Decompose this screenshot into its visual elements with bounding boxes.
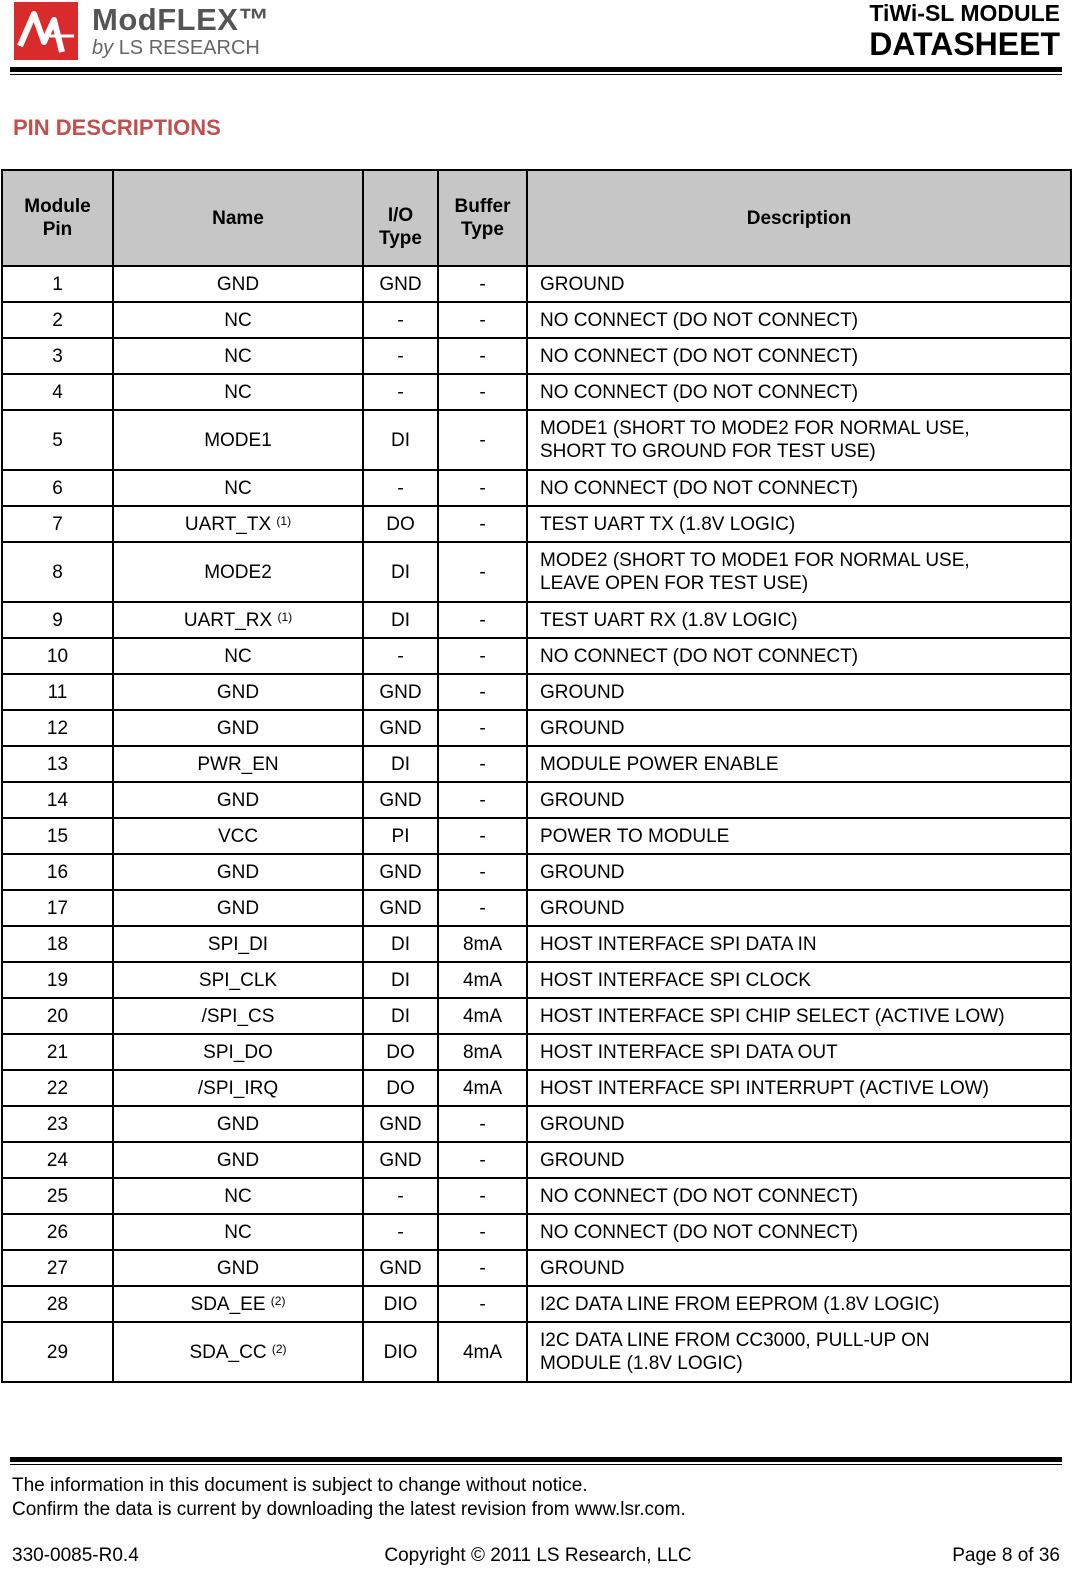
cell-name [113, 470, 363, 506]
table-row [2, 638, 1071, 674]
brand-company: LS RESEARCH [118, 37, 260, 59]
description-line-2: LEAVE OPEN FOR TEST USE) [540, 573, 809, 594]
pin-name: NC [224, 1221, 252, 1243]
table-row [2, 1286, 1071, 1322]
header-rule [10, 67, 1062, 72]
table-row [2, 1178, 1071, 1214]
cell-description [527, 998, 1071, 1034]
table-row [2, 410, 1071, 470]
description-line: NO CONNECT (DO NOT CONNECT) [540, 1221, 859, 1243]
cell-buffer-type: - [438, 1106, 527, 1142]
description-line: GROUND [540, 1113, 625, 1135]
pin-name: NC [224, 309, 252, 331]
cell-description [527, 302, 1071, 338]
description-line: NO CONNECT (DO NOT CONNECT) [540, 345, 859, 367]
cell-description [527, 674, 1071, 710]
description-line: NO CONNECT (DO NOT CONNECT) [540, 1185, 859, 1207]
cell-name [113, 638, 363, 674]
description-line: GROUND [540, 273, 625, 295]
cell-buffer-type: 4mA [438, 962, 527, 998]
cell-pin: 19 [2, 962, 113, 998]
table-row [2, 926, 1071, 962]
cell-buffer-type: - [438, 1178, 527, 1214]
footer-rule [10, 1457, 1062, 1462]
pin-name: GND [216, 1257, 260, 1279]
table-row [2, 818, 1071, 854]
pin-name: UART_RX [183, 609, 273, 631]
col-header-description: Description [527, 170, 1071, 266]
cell-description [527, 710, 1071, 746]
cell-io-type: DI [363, 962, 438, 998]
description-line: NO CONNECT (DO NOT CONNECT) [540, 645, 859, 667]
description-line: MODE2 (SHORT TO MODE1 FOR NORMAL USE, [540, 550, 970, 571]
pin-name: NC [224, 477, 252, 499]
cell-io-type: GND [363, 782, 438, 818]
description-line: HOST INTERFACE SPI INTERRUPT (ACTIVE LOW) [540, 1077, 990, 1099]
cell-description [527, 266, 1071, 302]
col-header-pin-label: Module Pin [24, 196, 91, 240]
cell-io-type: PI [363, 818, 438, 854]
table-row [2, 1142, 1071, 1178]
cell-io-type: GND [363, 266, 438, 302]
pin-name: VCC [217, 825, 259, 847]
pin-table-body [2, 266, 1071, 1382]
cell-name [113, 542, 363, 602]
footer-notice [12, 1474, 686, 1522]
table-row [2, 338, 1071, 374]
cell-name [113, 890, 363, 926]
table-row [2, 1070, 1071, 1106]
cell-buffer-type: 4mA [438, 1322, 527, 1382]
description-line: POWER TO MODULE [540, 825, 730, 847]
cell-pin: 21 [2, 1034, 113, 1070]
cell-name [113, 266, 363, 302]
table-row [2, 266, 1071, 302]
table-row [2, 998, 1071, 1034]
cell-io-type: GND [363, 710, 438, 746]
pin-name: PWR_EN [197, 753, 279, 775]
description-line: GROUND [540, 1149, 625, 1171]
cell-pin: 14 [2, 782, 113, 818]
description-line: GROUND [540, 897, 625, 919]
cell-buffer-type: - [438, 410, 527, 470]
pin-name: GND [216, 681, 260, 703]
cell-name [113, 1214, 363, 1250]
cell-io-type: DO [363, 506, 438, 542]
cell-pin: 23 [2, 1106, 113, 1142]
cell-name [113, 302, 363, 338]
col-header-pin [2, 170, 113, 266]
table-row [2, 746, 1071, 782]
description-line: GROUND [540, 681, 625, 703]
cell-buffer-type: - [438, 1214, 527, 1250]
cell-io-type: GND [363, 854, 438, 890]
table-row [2, 1034, 1071, 1070]
cell-buffer-type: - [438, 782, 527, 818]
cell-io-type: - [363, 1178, 438, 1214]
cell-pin: 4 [2, 374, 113, 410]
cell-pin: 29 [2, 1322, 113, 1382]
cell-pin: 15 [2, 818, 113, 854]
cell-io-type: DI [363, 542, 438, 602]
col-header-buffer-label: Buffer Type [454, 196, 511, 240]
cell-io-type: - [363, 638, 438, 674]
lsr-logo-icon [14, 2, 78, 60]
description-line: TEST UART RX (1.8V LOGIC) [540, 609, 798, 631]
cell-pin: 11 [2, 674, 113, 710]
table-header-row [2, 170, 1071, 266]
cell-name [113, 998, 363, 1034]
table-row [2, 782, 1071, 818]
module-name: TiWi-SL MODULE [869, 0, 1060, 26]
cell-description [527, 506, 1071, 542]
cell-description [527, 374, 1071, 410]
cell-pin: 22 [2, 1070, 113, 1106]
description-line: HOST INTERFACE SPI DATA OUT [540, 1041, 838, 1063]
pin-name: NC [224, 381, 252, 403]
footnote-ref: (1) [277, 609, 293, 624]
cell-io-type: GND [363, 1106, 438, 1142]
cell-name [113, 1070, 363, 1106]
cell-name [113, 962, 363, 998]
cell-description [527, 542, 1071, 602]
cell-pin: 13 [2, 746, 113, 782]
col-header-io-label: I/O Type [379, 205, 422, 249]
cell-pin: 10 [2, 638, 113, 674]
cell-io-type: DI [363, 998, 438, 1034]
cell-name [113, 710, 363, 746]
cell-description [527, 1106, 1071, 1142]
table-row [2, 602, 1071, 638]
brand-by: by [92, 37, 114, 59]
copyright: Copyright © 2011 LS Research, LLC [384, 1545, 692, 1566]
pin-name: SDA_EE [190, 1293, 266, 1315]
cell-name [113, 506, 363, 542]
section-title: PIN DESCRIPTIONS [13, 115, 221, 140]
description-line: NO CONNECT (DO NOT CONNECT) [540, 477, 859, 499]
cell-io-type: GND [363, 674, 438, 710]
cell-description [527, 818, 1071, 854]
pin-name: /SPI_IRQ [197, 1077, 279, 1099]
cell-io-type: GND [363, 1142, 438, 1178]
cell-pin: 1 [2, 266, 113, 302]
cell-description [527, 1286, 1071, 1322]
cell-pin: 28 [2, 1286, 113, 1322]
pin-name: NC [224, 345, 252, 367]
cell-description [527, 926, 1071, 962]
cell-name [113, 926, 363, 962]
cell-buffer-type: - [438, 854, 527, 890]
pin-name: SPI_DI [207, 933, 269, 955]
cell-buffer-type: 8mA [438, 926, 527, 962]
cell-pin: 2 [2, 302, 113, 338]
cell-description [527, 470, 1071, 506]
table-row [2, 962, 1071, 998]
col-header-name: Name [113, 170, 363, 266]
cell-description [527, 638, 1071, 674]
cell-io-type: DO [363, 1070, 438, 1106]
cell-buffer-type: - [438, 374, 527, 410]
table-row [2, 710, 1071, 746]
cell-description [527, 890, 1071, 926]
cell-name [113, 1106, 363, 1142]
cell-io-type: DI [363, 746, 438, 782]
footer-rule-thin [10, 1464, 1062, 1465]
description-line: HOST INTERFACE SPI CLOCK [540, 969, 811, 991]
description-line: MODE1 (SHORT TO MODE2 FOR NORMAL USE, [540, 418, 970, 439]
cell-description [527, 1178, 1071, 1214]
cell-buffer-type: - [438, 1250, 527, 1286]
footnote-ref: (2) [270, 1293, 286, 1308]
cell-buffer-type: - [438, 638, 527, 674]
cell-description [527, 602, 1071, 638]
cell-name [113, 374, 363, 410]
notice-line-2: Confirm the data is current by downloading the latest revision from www.lsr.com. [12, 1499, 686, 1520]
description-line-2: MODULE (1.8V LOGIC) [540, 1353, 743, 1374]
cell-description [527, 746, 1071, 782]
pin-name: GND [216, 789, 260, 811]
description-line: I2C DATA LINE FROM CC3000, PULL-UP ON [540, 1330, 930, 1351]
description-line: HOST INTERFACE SPI DATA IN [540, 933, 817, 955]
cell-name [113, 338, 363, 374]
description-line: GROUND [540, 717, 625, 739]
cell-pin: 9 [2, 602, 113, 638]
cell-name [113, 1142, 363, 1178]
cell-description [527, 410, 1071, 470]
table-row [2, 854, 1071, 890]
pin-name: SPI_CLK [198, 969, 278, 991]
table-row [2, 1214, 1071, 1250]
footnote-ref: (1) [276, 513, 292, 528]
cell-pin: 26 [2, 1214, 113, 1250]
cell-description [527, 962, 1071, 998]
pin-name: GND [216, 273, 260, 295]
cell-buffer-type: - [438, 1286, 527, 1322]
pin-name: GND [216, 717, 260, 739]
cell-pin: 5 [2, 410, 113, 470]
cell-name [113, 410, 363, 470]
doc-type: DATASHEET [869, 26, 1060, 62]
cell-name [113, 674, 363, 710]
doc-number: 330-0085-R0.4 [12, 1545, 139, 1566]
brand-name: ModFLEX™ [92, 2, 270, 37]
cell-io-type: - [363, 1214, 438, 1250]
cell-buffer-type: - [438, 818, 527, 854]
cell-buffer-type: - [438, 506, 527, 542]
cell-pin: 3 [2, 338, 113, 374]
description-line: TEST UART TX (1.8V LOGIC) [540, 513, 796, 535]
table-row [2, 542, 1071, 602]
description-line: GROUND [540, 861, 625, 883]
page-header [0, 0, 1076, 80]
cell-pin: 18 [2, 926, 113, 962]
cell-buffer-type: - [438, 266, 527, 302]
page-number: Page 8 of 36 [952, 1545, 1060, 1566]
table-row [2, 1106, 1071, 1142]
cell-buffer-type: 4mA [438, 1070, 527, 1106]
pin-name: SPI_DO [203, 1041, 273, 1063]
description-line: GROUND [540, 789, 625, 811]
table-row [2, 890, 1071, 926]
cell-io-type: GND [363, 890, 438, 926]
cell-name [113, 1178, 363, 1214]
footnote-ref: (2) [271, 1341, 287, 1356]
table-row [2, 302, 1071, 338]
header-rule-thin [10, 74, 1062, 75]
cell-io-type: DI [363, 410, 438, 470]
cell-name [113, 746, 363, 782]
cell-pin: 12 [2, 710, 113, 746]
cell-description [527, 1142, 1071, 1178]
cell-pin: 17 [2, 890, 113, 926]
cell-pin: 16 [2, 854, 113, 890]
cell-name [113, 1250, 363, 1286]
pin-name: MODE1 [204, 429, 272, 451]
table-row [2, 674, 1071, 710]
description-line: GROUND [540, 1257, 625, 1279]
cell-name [113, 782, 363, 818]
cell-buffer-type: - [438, 542, 527, 602]
pin-name: /SPI_CS [201, 1005, 275, 1027]
col-header-io [363, 170, 438, 266]
description-line: MODULE POWER ENABLE [540, 753, 779, 775]
pin-name: GND [216, 1149, 260, 1171]
cell-io-type: - [363, 302, 438, 338]
cell-buffer-type: - [438, 890, 527, 926]
pin-name: NC [224, 645, 252, 667]
cell-description [527, 1322, 1071, 1382]
cell-io-type: - [363, 470, 438, 506]
cell-pin: 20 [2, 998, 113, 1034]
description-line: HOST INTERFACE SPI CHIP SELECT (ACTIVE LOW) [540, 1005, 1005, 1027]
pin-name: GND [216, 1113, 260, 1135]
description-line: NO CONNECT (DO NOT CONNECT) [540, 309, 859, 331]
cell-buffer-type: - [438, 602, 527, 638]
doc-title-block [869, 0, 1060, 62]
cell-buffer-type: - [438, 674, 527, 710]
pin-name: GND [216, 897, 260, 919]
cell-io-type: - [363, 374, 438, 410]
table-row [2, 374, 1071, 410]
cell-description [527, 854, 1071, 890]
pin-name: GND [216, 861, 260, 883]
cell-buffer-type: - [438, 746, 527, 782]
pin-name: NC [224, 1185, 252, 1207]
cell-buffer-type: - [438, 710, 527, 746]
cell-name [113, 818, 363, 854]
notice-line-1: The information in this document is subject to change without notice. [12, 1475, 588, 1496]
cell-io-type: - [363, 338, 438, 374]
cell-pin: 6 [2, 470, 113, 506]
cell-name [113, 854, 363, 890]
cell-io-type: DI [363, 926, 438, 962]
pin-name: SDA_CC [189, 1341, 267, 1363]
table-row [2, 470, 1071, 506]
pin-table [1, 169, 1072, 1383]
cell-io-type: GND [363, 1250, 438, 1286]
cell-buffer-type: 8mA [438, 1034, 527, 1070]
cell-pin: 8 [2, 542, 113, 602]
cell-description [527, 1070, 1071, 1106]
cell-name [113, 1034, 363, 1070]
cell-buffer-type: 4mA [438, 998, 527, 1034]
cell-description [527, 338, 1071, 374]
cell-description [527, 782, 1071, 818]
cell-pin: 27 [2, 1250, 113, 1286]
cell-name [113, 602, 363, 638]
description-line: NO CONNECT (DO NOT CONNECT) [540, 381, 859, 403]
cell-description [527, 1250, 1071, 1286]
cell-buffer-type: - [438, 1142, 527, 1178]
cell-description [527, 1214, 1071, 1250]
cell-name [113, 1322, 363, 1382]
cell-pin: 25 [2, 1178, 113, 1214]
cell-io-type: DO [363, 1034, 438, 1070]
cell-io-type: DIO [363, 1286, 438, 1322]
pin-name: UART_TX [184, 513, 272, 535]
description-line: I2C DATA LINE FROM EEPROM (1.8V LOGIC) [540, 1293, 940, 1315]
cell-buffer-type: - [438, 338, 527, 374]
cell-buffer-type: - [438, 302, 527, 338]
cell-pin: 7 [2, 506, 113, 542]
cell-io-type: DI [363, 602, 438, 638]
cell-name [113, 1286, 363, 1322]
table-row [2, 506, 1071, 542]
col-header-buffer [438, 170, 527, 266]
pin-name: MODE2 [204, 561, 272, 583]
cell-description [527, 1034, 1071, 1070]
brand-subtitle [92, 37, 260, 60]
table-row [2, 1250, 1071, 1286]
cell-pin: 24 [2, 1142, 113, 1178]
cell-io-type: DIO [363, 1322, 438, 1382]
table-row [2, 1322, 1071, 1382]
description-line-2: SHORT TO GROUND FOR TEST USE) [540, 441, 876, 462]
cell-buffer-type: - [438, 470, 527, 506]
